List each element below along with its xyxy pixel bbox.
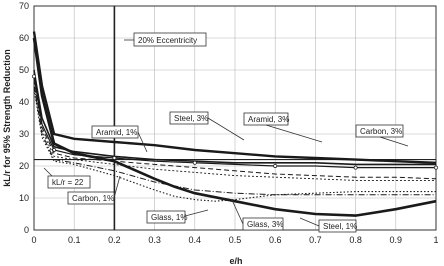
callout-steel-1 (319, 220, 357, 232)
series-point-carbon-3 (274, 164, 277, 167)
callout-steel-3 (170, 112, 208, 124)
x-tick-label: 0.3 (148, 235, 161, 245)
callout-klr-22 (48, 176, 90, 188)
y-tick-label: 10 (18, 193, 29, 203)
y-tick-label: 70 (18, 1, 29, 11)
callout-carbon-3 (356, 125, 403, 137)
y-tick-label: 40 (18, 97, 29, 107)
callout-eccentricity (134, 33, 206, 46)
callout-glass-3-label: Glass, 3% (247, 220, 284, 229)
x-tick-label: 0.8 (349, 235, 362, 245)
x-tick-label: 1 (433, 235, 439, 245)
x-tick-label: 0.6 (268, 235, 282, 245)
y-tick-label: 0 (23, 225, 29, 235)
leader-aramid-3 (266, 125, 322, 142)
callout-aramid-1 (92, 126, 138, 138)
x-axis-label: e/h (229, 256, 243, 266)
series-point-carbon-3 (113, 156, 116, 159)
x-tick-label: 0 (31, 235, 37, 245)
callout-aramid-3 (244, 113, 289, 125)
y-tick-labels (19, 1, 29, 235)
callout-glass-1-label: Glass, 1% (151, 213, 188, 222)
callout-steel-3-label: Steel, 3% (174, 114, 209, 123)
callout-steel-1-label: Steel, 1% (323, 222, 358, 231)
series-point-carbon-3 (354, 166, 357, 169)
x-tick-labels (31, 235, 438, 245)
y-tick-label: 30 (18, 129, 29, 139)
leader-klr-22 (44, 168, 52, 176)
callout-carbon-3-label: Carbon, 3% (360, 127, 403, 136)
callout-klr-22-label: kL/r = 22 (52, 178, 84, 187)
callout-glass-1 (147, 211, 187, 223)
x-tick-label: 0.7 (309, 235, 322, 245)
callout-glass-3 (243, 218, 283, 230)
leader-steel-3 (208, 118, 244, 140)
y-axis-label: kL/r for 95% Strength Reduction (2, 49, 12, 187)
y-tick-label: 20 (18, 161, 29, 171)
callout-carbon-1-label: Carbon, 1% (72, 194, 115, 203)
callout-aramid-1-label: Aramid, 1% (96, 128, 138, 137)
callout-aramid-3-label: Aramid, 3% (248, 115, 290, 124)
x-tick-label: 0.5 (228, 235, 242, 245)
leader-steel-1 (300, 218, 319, 226)
x-tick-label: 0.1 (67, 235, 81, 245)
series-point-carbon-3 (434, 166, 437, 169)
leader-glass-1 (185, 210, 208, 216)
y-tick-label: 50 (18, 65, 29, 75)
x-tick-label: 0.2 (108, 235, 121, 245)
series-point-carbon-3 (32, 75, 35, 78)
x-tick-label: 0.9 (389, 235, 403, 245)
leader-carbon-3 (380, 137, 408, 146)
leader-aramid-1 (138, 132, 147, 152)
y-tick-label: 60 (18, 33, 29, 43)
callout-carbon-1 (68, 192, 114, 204)
x-tick-label: 0.4 (188, 235, 202, 245)
callout-eccentricity-label: 20% Eccentricity (138, 36, 198, 45)
series-point-carbon-3 (193, 161, 196, 164)
